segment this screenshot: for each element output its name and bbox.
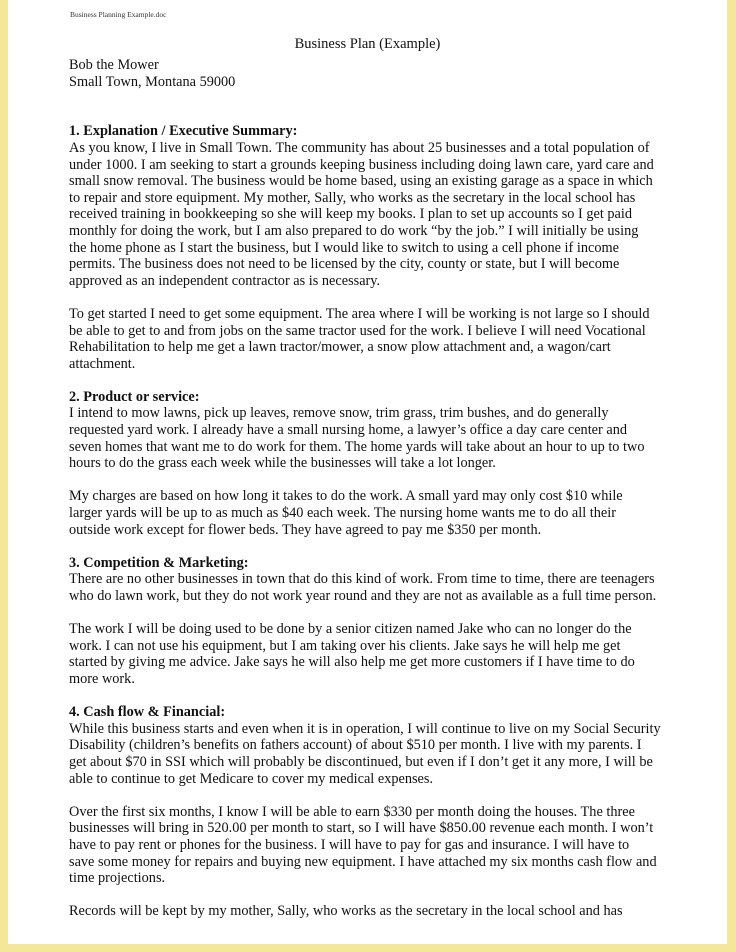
text-line: save some money for repairs and buying new equipment. I have attached my six months cash flow and <box>69 853 657 870</box>
paragraph <box>69 903 709 920</box>
text-line: received training in bookkeeping so she will keep my books. I plan to set up accounts so I get paid <box>69 206 633 223</box>
paragraph <box>69 140 709 289</box>
text-line: to repair and store equipment. My mother, Sally, who works as the secretary in the local school has <box>69 189 636 206</box>
text-line: get about $70 in SSI which will probably be discontinued, but even if I don’t get it any more, I will be <box>69 753 653 770</box>
section-cash-flow-financial <box>69 704 709 920</box>
text-line: able to continue to get Medicare to cover my medical expenses. <box>69 770 434 787</box>
text-line: permits. The business does not need to be licensed by the city, county or state, but I will become <box>69 256 620 273</box>
text-line: I intend to mow lawns, pick up leaves, remove snow, trim grass, trim bushes, and do generally <box>69 405 609 422</box>
paragraph <box>69 721 709 787</box>
text-line: be able to get to and from jobs on the same tractor used for the work. I believe I will need Vocational <box>69 322 646 339</box>
text-line: businesses will bring in 520.00 per month to start, so I will have $850.00 revenue each month. I won’t <box>69 820 654 837</box>
text-line: the home phone as I start the business, but I would like to switch to using a cell phone if income <box>69 239 619 256</box>
text-line: have to pay rent or phones for the business. I will have to pay for gas and insurance. I will have to <box>69 836 630 853</box>
paragraph <box>69 804 709 887</box>
text-line: approved as an independent contractor as is necessary. <box>69 272 381 289</box>
text-line: outside work except for flower beds. They have agreed to pay me $350 per month. <box>69 521 542 538</box>
section-heading: 2. Product or service: <box>69 388 200 405</box>
text-line: work. I can not use his equipment, but I am taking over his clients. Jake says he will help me get <box>69 637 621 654</box>
address-line: Bob the Mower <box>69 57 159 73</box>
text-line: Over the first six months, I know I will be able to earn $330 per month doing the houses. The three <box>69 803 635 820</box>
paragraph <box>69 571 709 604</box>
text-line: Records will be kept by my mother, Sally, who works as the secretary in the local school and has <box>69 903 623 920</box>
section-heading: 3. Competition & Marketing: <box>69 554 249 571</box>
text-line: larger yards will be up to as much as $40 each week. The nursing home wants me to do all their <box>69 505 616 522</box>
address-block <box>69 57 709 90</box>
text-line: started by giving me advice. Jake says he will also help me get more customers if I have time to do <box>69 654 635 671</box>
paragraph <box>69 621 709 687</box>
text-line: Rehabilitation to help me get a lawn tractor/mower, a snow plow attachment and, a wagon/cart <box>69 339 611 356</box>
text-line: hours to do the grass each week while the businesses will take a lot longer. <box>69 455 496 472</box>
document-title: Business Plan (Example) <box>294 36 441 52</box>
text-line: attachment. <box>69 355 136 372</box>
text-line: more work. <box>69 670 135 687</box>
address-line: Small Town, Montana 59000 <box>69 73 236 90</box>
text-line: who do lawn work, but they do not work year round and they are not as available as a full time person. <box>69 588 657 604</box>
document-body <box>69 57 709 936</box>
text-line: small snow removal. The business would be home based, using an existing garage as a space in which <box>69 173 653 190</box>
text-line: To get started I need to get some equipment. The area where I will be working is not large so I should <box>69 305 650 322</box>
text-line: There are no other businesses in town that do this kind of work. From time to time, there are teenagers <box>69 571 655 588</box>
text-line: seven homes that want me to do work for them. The home yards will take about an hour to up to two <box>69 438 645 455</box>
document-page <box>8 0 727 944</box>
text-line: under 1000. I am seeking to start a grounds keeping business including doing lawn care, yard care and <box>69 156 654 173</box>
section-heading: 4. Cash flow & Financial: <box>69 704 226 721</box>
text-line: The work I will be doing used to be done by a senior citizen named Jake who can no longer do the <box>69 621 632 638</box>
text-line: time projections. <box>69 870 166 887</box>
text-line: My charges are based on how long it takes to do the work. A small yard may only cost $10 while <box>69 488 623 505</box>
running-head: Business Planning Example.doc <box>70 10 167 19</box>
paragraph <box>69 405 709 471</box>
text-line: monthly for doing the work, but I am also prepared to do work “by the job.” I will initially be using <box>69 222 639 239</box>
text-line: As you know, I live in Small Town. The community has about 25 businesses and a total population of <box>69 139 650 156</box>
section-competition-marketing <box>69 555 709 688</box>
section-heading: 1. Explanation / Executive Summary: <box>69 123 298 140</box>
text-line: While this business starts and even when it is in operation, I will continue to live on my Social Security <box>69 720 661 737</box>
paragraph <box>69 306 709 372</box>
text-line: Disability (children’s benefits on fathers account) of about $510 per month. I live with my parents. I <box>69 737 642 754</box>
section-product-or-service <box>69 389 709 538</box>
text-line: requested yard work. I already have a small nursing home, a lawyer’s office a day care center and <box>69 422 627 439</box>
paragraph <box>69 488 709 538</box>
section-executive-summary <box>69 123 709 372</box>
